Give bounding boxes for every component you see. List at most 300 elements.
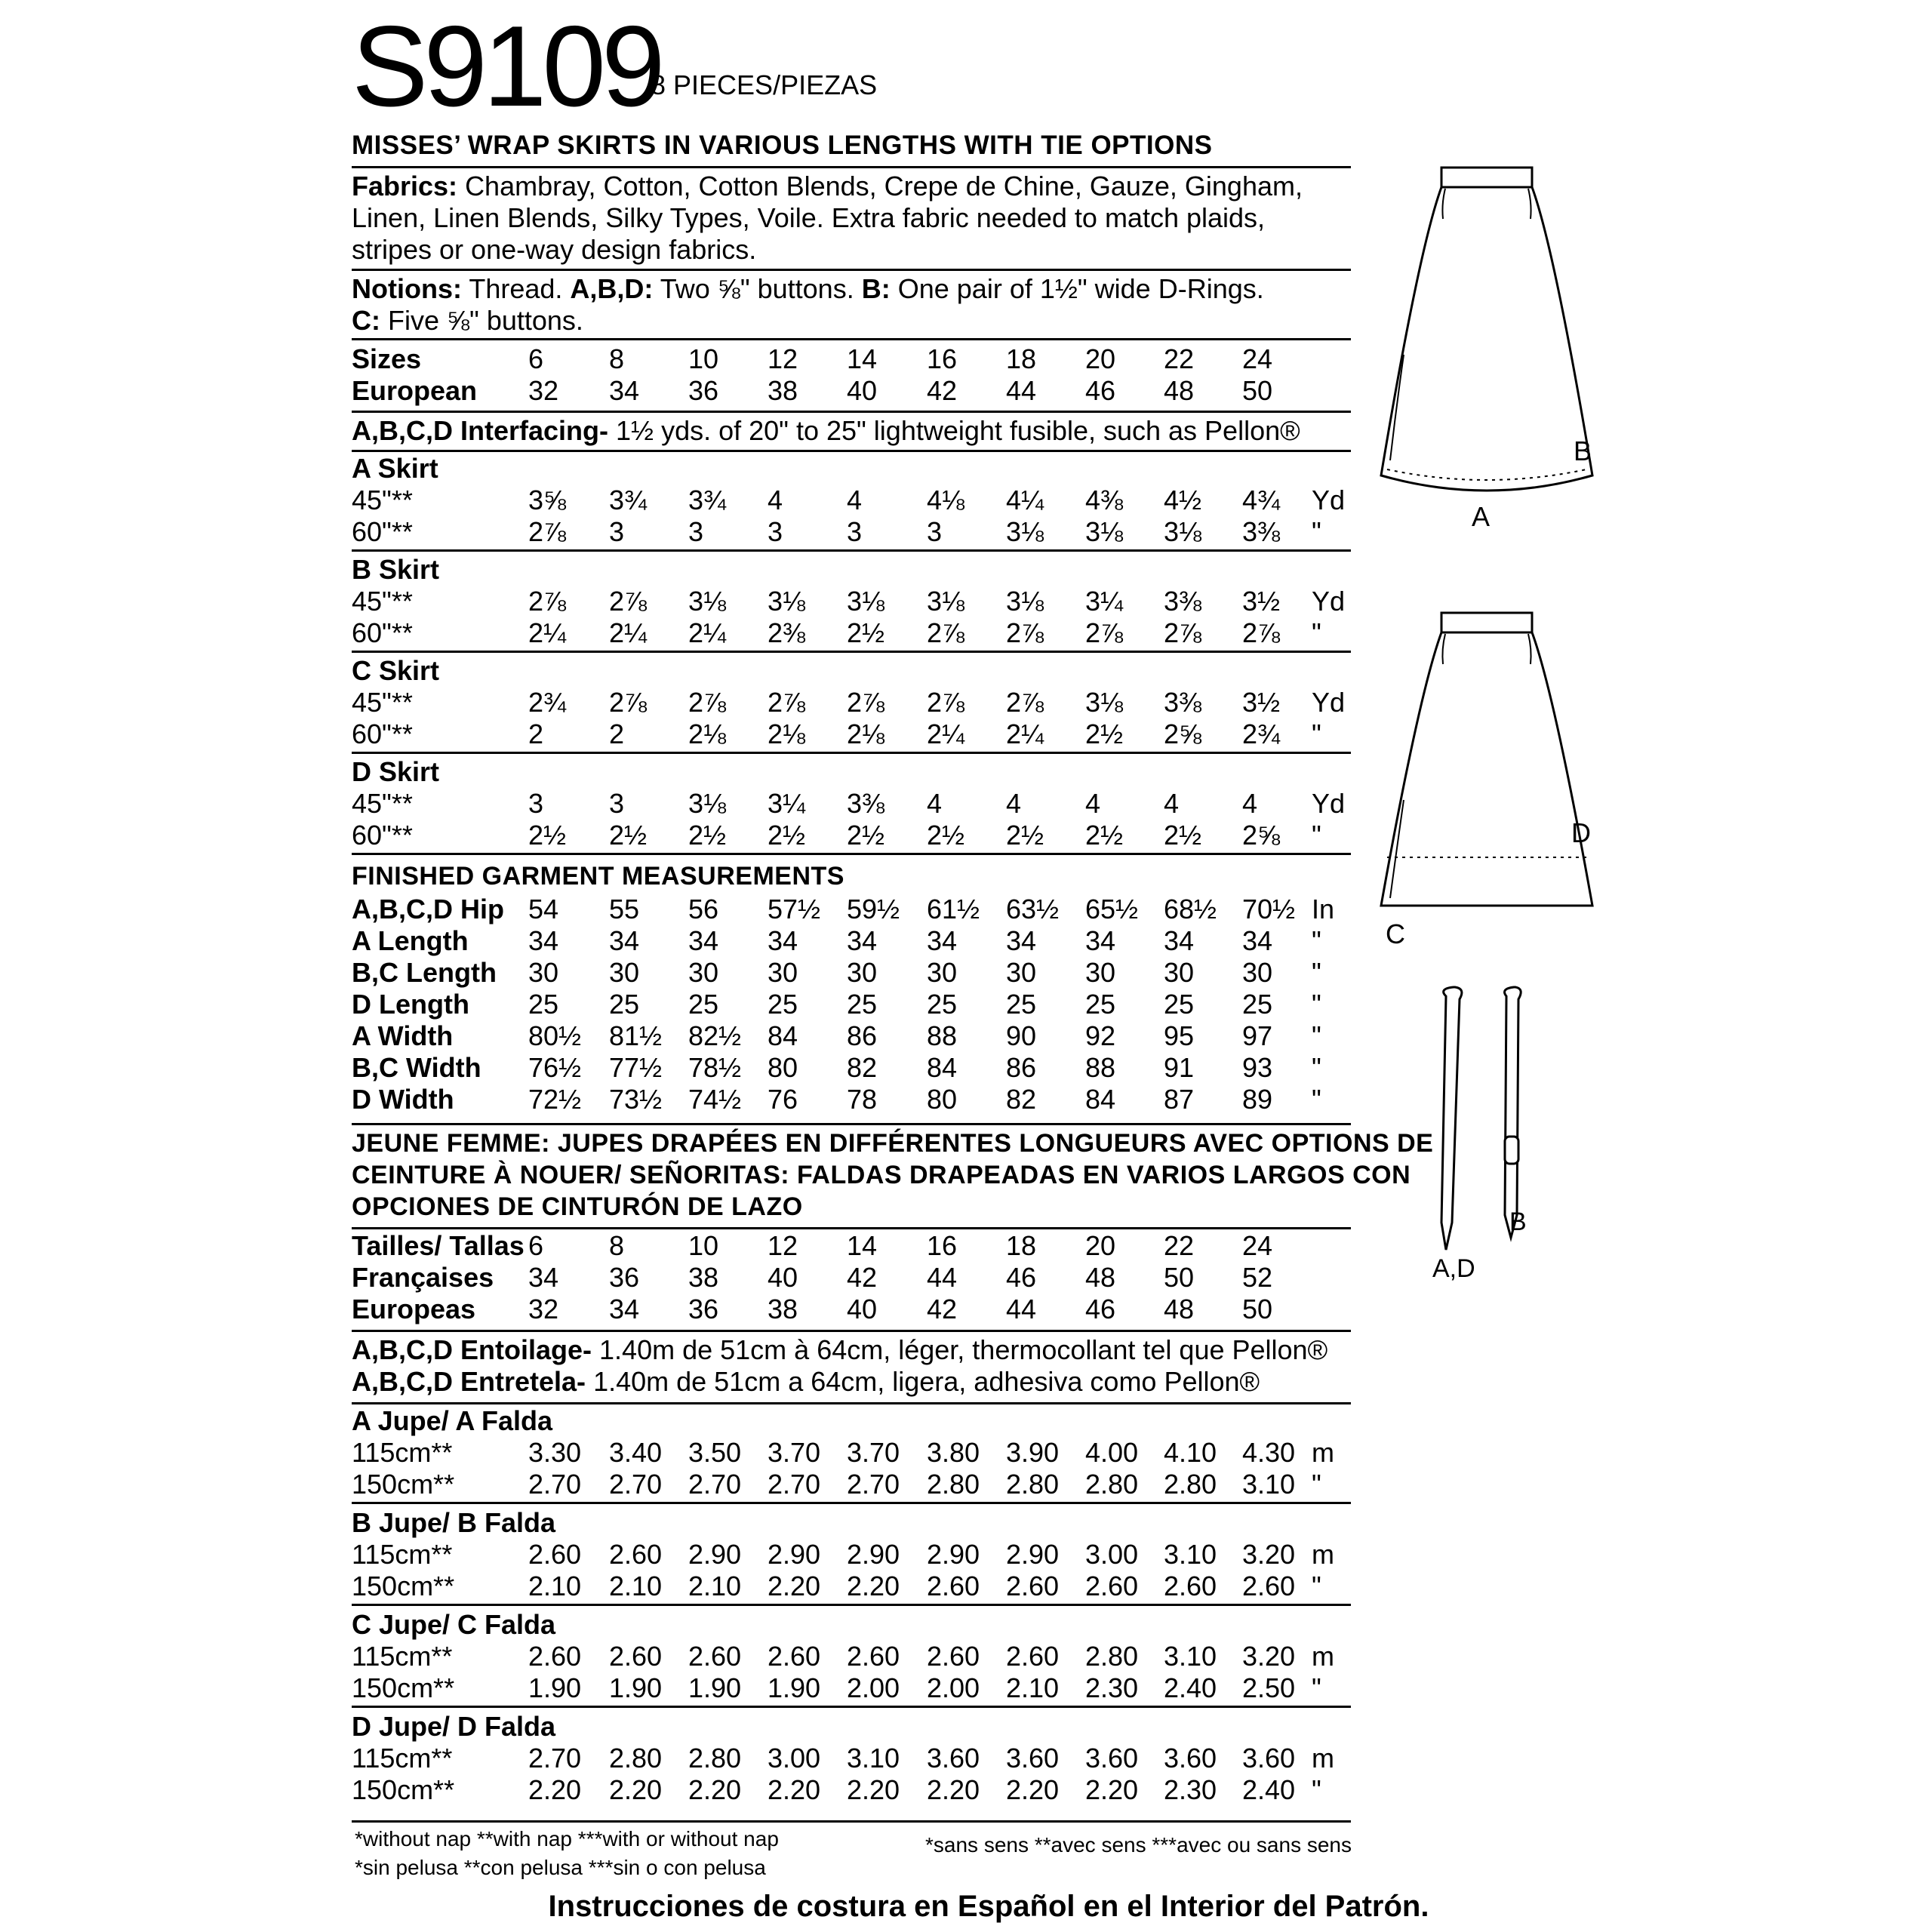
finished-measurements-table	[352, 894, 1351, 1115]
size-cell: 42	[927, 375, 958, 406]
row-label: D Width	[352, 1084, 454, 1115]
table-cell: 3.20	[1242, 1539, 1296, 1570]
table-cell: 34	[1006, 925, 1037, 956]
divider	[352, 269, 1351, 271]
table-cell: 59½	[847, 894, 900, 924]
table-cell: 3.60	[1164, 1743, 1217, 1774]
size-cell: 36	[688, 375, 719, 406]
table-cell: 2¼	[688, 617, 727, 648]
table-cell: 4	[1085, 788, 1101, 819]
table-cell: 2¾	[1242, 718, 1281, 749]
table-cell: 80	[768, 1052, 798, 1083]
table-cell: 46	[1006, 1262, 1037, 1293]
unit-cell: "	[1312, 1469, 1321, 1500]
footnote-french: *sans sens **avec sens ***avec ou sans sens	[925, 1833, 1352, 1857]
table-cell: 3.70	[768, 1437, 821, 1468]
table-cell: 2.00	[847, 1672, 900, 1703]
table-cell: 2.20	[847, 1774, 900, 1805]
table-cell: 3⅝	[528, 485, 567, 515]
row-label: B,C Length	[352, 957, 497, 988]
table-cell: 2⅞	[1006, 617, 1044, 648]
table-row	[352, 1262, 1351, 1294]
row-label: 115cm**	[352, 1743, 453, 1774]
table-cell: 2½	[1164, 820, 1202, 851]
table-row	[352, 989, 1351, 1020]
table-row	[352, 1672, 1351, 1704]
table-cell: 3⅛	[1164, 516, 1202, 547]
table-cell: 3.60	[1085, 1743, 1139, 1774]
table-cell: 2.90	[847, 1539, 900, 1570]
table-row	[352, 687, 1351, 718]
unit-cell: Yd	[1312, 788, 1346, 819]
unit-cell: "	[1312, 1672, 1321, 1703]
row-label: B,C Width	[352, 1052, 481, 1083]
table-cell: 2⅞	[1085, 617, 1124, 648]
table-cell: 2.60	[847, 1641, 900, 1672]
table-cell: 2.20	[768, 1774, 821, 1805]
table-cell: 25	[609, 989, 640, 1020]
unit-cell: Yd	[1312, 586, 1346, 617]
table-cell: 50	[1164, 1262, 1195, 1293]
metric-yardage-table	[352, 1405, 1351, 1813]
table-cell: 2¼	[609, 617, 648, 648]
row-label: 45"**	[352, 485, 413, 515]
table-cell: 3⅛	[927, 586, 965, 617]
table-cell: 78	[847, 1084, 878, 1115]
table-cell: 4	[1242, 788, 1258, 819]
table-cell: 20	[1085, 1230, 1116, 1261]
divider	[352, 338, 1351, 340]
table-cell: 65½	[1085, 894, 1139, 924]
interfacing-label: A,B,C,D Interfacing-	[352, 415, 609, 446]
row-label: 60"**	[352, 617, 413, 648]
table-cell: 25	[688, 989, 719, 1020]
skirt-illustration-a-b	[1374, 158, 1600, 536]
table-cell: 3.90	[1006, 1437, 1060, 1468]
size-cell: 8	[609, 343, 625, 374]
row-label: 45"**	[352, 687, 413, 718]
notions-c-label: C:	[352, 305, 380, 336]
table-row	[352, 1571, 1351, 1602]
table-cell: 2.70	[528, 1469, 582, 1500]
table-cell: 2⅞	[609, 687, 648, 718]
entoilage-label: A,B,C,D Entoilage-	[352, 1334, 592, 1365]
table-cell: 97	[1242, 1020, 1273, 1051]
table-cell: 3⅛	[1006, 516, 1044, 547]
section-title: B Jupe/ B Falda	[352, 1507, 556, 1538]
table-cell: 2½	[1085, 820, 1124, 851]
table-cell: 40	[847, 1294, 878, 1324]
entoilage-text: 1.40m de 51cm à 64cm, léger, thermocollant tel que Pellon®	[599, 1334, 1328, 1365]
table-cell: 2.60	[688, 1641, 742, 1672]
table-cell: 3	[768, 516, 783, 547]
table-row	[352, 1539, 1351, 1571]
foreign-title-line2: CEINTURE À NOUER/ SEÑORITAS: FALDAS DRAPEADAS EN VARIOS LARGOS CON	[352, 1161, 1411, 1189]
pieces-count: 8 PIECES/PIEZAS	[651, 69, 878, 100]
table-cell: 14	[847, 1230, 878, 1261]
table-cell: 30	[609, 957, 640, 988]
size-cell: 22	[1164, 343, 1195, 374]
table-cell: 2½	[609, 820, 648, 851]
unit-cell: "	[1312, 718, 1321, 749]
divider	[352, 1706, 1351, 1708]
unit-cell: "	[1312, 1774, 1321, 1805]
table-cell: 2.50	[1242, 1672, 1296, 1703]
table-cell: 3⅛	[847, 586, 885, 617]
table-cell: 44	[1006, 1294, 1037, 1324]
table-cell: 30	[768, 957, 798, 988]
size-cell: 50	[1242, 375, 1273, 406]
table-cell: 91	[1164, 1052, 1195, 1083]
table-cell: 4.30	[1242, 1437, 1296, 1468]
table-cell: 2.60	[768, 1641, 821, 1672]
table-cell: 1.90	[768, 1672, 821, 1703]
table-cell: 56	[688, 894, 719, 924]
spanish-instructions-note: Instrucciones de costura en Español en el Interior del Patrón.	[548, 1890, 1429, 1923]
table-cell: 3	[688, 516, 704, 547]
table-cell: 3¼	[1085, 586, 1124, 617]
table-cell: 25	[768, 989, 798, 1020]
table-cell: 3.30	[528, 1437, 582, 1468]
table-row	[352, 485, 1351, 516]
table-cell: 2.60	[1006, 1571, 1060, 1601]
table-cell: 2.90	[688, 1539, 742, 1570]
table-cell: 25	[1242, 989, 1273, 1020]
size-cell: 48	[1164, 375, 1195, 406]
notions-thread: Thread.	[469, 273, 563, 304]
table-cell: 2.80	[609, 1743, 663, 1774]
table-cell: 48	[1164, 1294, 1195, 1324]
unit-cell: "	[1312, 1020, 1321, 1051]
table-row	[352, 1469, 1351, 1500]
table-cell: 2.60	[609, 1539, 663, 1570]
table-cell: 57½	[768, 894, 821, 924]
table-cell: 36	[688, 1294, 719, 1324]
table-cell: 95	[1164, 1020, 1195, 1051]
table-row	[352, 617, 1351, 649]
table-cell: 30	[847, 957, 878, 988]
table-cell: 3½	[1242, 586, 1281, 617]
footnote-spanish: *sin pelusa **con pelusa ***sin o con pelusa	[355, 1856, 766, 1879]
table-cell: 30	[927, 957, 958, 988]
skirt-label-c: C	[1386, 918, 1405, 949]
table-cell: 34	[688, 925, 719, 956]
table-cell: 2⅛	[688, 718, 727, 749]
table-cell: 4	[768, 485, 783, 515]
row-label: 45"**	[352, 788, 413, 819]
fabrics-label: Fabrics:	[352, 171, 458, 202]
table-cell: 87	[1164, 1084, 1195, 1115]
table-cell: 6	[528, 1230, 544, 1261]
row-label: Tailles/ Tallas	[352, 1230, 525, 1261]
divider	[352, 853, 1351, 855]
row-label: A Length	[352, 925, 469, 956]
unit-cell: "	[1312, 1084, 1321, 1115]
table-cell: 2.00	[927, 1672, 980, 1703]
table-row	[352, 788, 1351, 820]
row-label: 150cm**	[352, 1469, 455, 1500]
entretela-text: 1.40m de 51cm a 64cm, ligera, adhesiva como Pellon®	[593, 1366, 1260, 1397]
foreign-title-line1: JEUNE FEMME: JUPES DRAPÉES EN DIFFÉRENTES LONGUEURS AVEC OPTIONS DE	[352, 1129, 1434, 1158]
table-cell: 46	[1085, 1294, 1116, 1324]
table-cell: 2½	[1085, 718, 1124, 749]
table-cell: 2.20	[847, 1571, 900, 1601]
table-cell: 72½	[528, 1084, 582, 1115]
row-label: 115cm**	[352, 1641, 453, 1672]
table-cell: 36	[609, 1262, 640, 1293]
table-cell: 34	[768, 925, 798, 956]
entretela-section	[352, 1366, 1351, 1398]
table-cell: 34	[609, 925, 640, 956]
table-cell: 2.80	[1085, 1641, 1139, 1672]
table-cell: 2.10	[609, 1571, 663, 1601]
table-cell: 38	[768, 1294, 798, 1324]
table-cell: 2⅞	[768, 687, 806, 718]
table-cell: 2.20	[688, 1774, 742, 1805]
table-cell: 18	[1006, 1230, 1037, 1261]
table-cell: 34	[847, 925, 878, 956]
divider	[352, 166, 1351, 168]
table-cell: 40	[768, 1262, 798, 1293]
size-cell: 20	[1085, 343, 1116, 374]
table-cell: 22	[1164, 1230, 1195, 1261]
table-cell: 77½	[609, 1052, 663, 1083]
table-cell: 2¾	[528, 687, 567, 718]
tie-label-b: B	[1509, 1208, 1527, 1236]
divider	[352, 1330, 1351, 1332]
table-cell: 2¼	[528, 617, 567, 648]
table-cell: 30	[1006, 957, 1037, 988]
unit-cell: m	[1312, 1743, 1334, 1774]
table-cell: 2.20	[1006, 1774, 1060, 1805]
table-row	[352, 1641, 1351, 1672]
table-cell: 30	[688, 957, 719, 988]
table-row	[352, 1052, 1351, 1084]
table-cell: 3.10	[847, 1743, 900, 1774]
interfacing-section	[352, 415, 1351, 447]
table-cell: 25	[1164, 989, 1195, 1020]
table-cell: 3⅛	[1085, 516, 1124, 547]
table-cell: 2.20	[927, 1774, 980, 1805]
table-cell: 74½	[688, 1084, 742, 1115]
row-label: 60"**	[352, 820, 413, 851]
table-cell: 2.60	[1242, 1571, 1296, 1601]
table-cell: 44	[927, 1262, 958, 1293]
table-cell: 34	[528, 1262, 559, 1293]
unit-cell: "	[1312, 820, 1321, 851]
table-cell: 3	[609, 516, 625, 547]
divider	[352, 1402, 1351, 1404]
table-cell: 86	[1006, 1052, 1037, 1083]
foreign-title-line3: OPCIONES DE CINTURÓN DE LAZO	[352, 1192, 803, 1221]
table-cell: 3.00	[1085, 1539, 1139, 1570]
table-cell: 25	[528, 989, 559, 1020]
table-cell: 30	[1164, 957, 1195, 988]
table-cell: 2⅝	[1242, 820, 1281, 851]
unit-cell: "	[1312, 989, 1321, 1020]
unit-cell: "	[1312, 1052, 1321, 1083]
table-cell: 84	[927, 1052, 958, 1083]
table-cell: 2	[609, 718, 625, 749]
table-cell: 2½	[847, 617, 885, 648]
size-cell: 24	[1242, 343, 1273, 374]
table-cell: 2⅞	[1006, 687, 1044, 718]
table-cell: 81½	[609, 1020, 663, 1051]
table-cell: 2.30	[1164, 1774, 1217, 1805]
table-cell: 4	[847, 485, 863, 515]
table-cell: 55	[609, 894, 640, 924]
row-label: 115cm**	[352, 1539, 453, 1570]
table-cell: 2.60	[1006, 1641, 1060, 1672]
size-cell: 12	[768, 343, 798, 374]
table-cell: 3.10	[1164, 1539, 1217, 1570]
table-cell: 30	[528, 957, 559, 988]
row-label: Europeas	[352, 1294, 476, 1324]
table-cell: 3	[847, 516, 863, 547]
table-cell: 8	[609, 1230, 625, 1261]
divider	[352, 651, 1351, 653]
table-cell: 2½	[847, 820, 885, 851]
section-title: B Skirt	[352, 554, 440, 585]
table-cell: 3⅛	[1006, 586, 1044, 617]
table-cell: 4.10	[1164, 1437, 1217, 1468]
unit-cell: "	[1312, 957, 1321, 988]
table-cell: 4⅜	[1085, 485, 1124, 515]
table-cell: 2.70	[609, 1469, 663, 1500]
table-cell: 34	[528, 925, 559, 956]
table-cell: 3.60	[1006, 1743, 1060, 1774]
skirt-label-a: A	[1472, 501, 1491, 532]
european-row	[352, 375, 1351, 407]
table-cell: 2.10	[1006, 1672, 1060, 1703]
table-cell: 86	[847, 1020, 878, 1051]
notions-b-text: One pair of 1½" wide D-Rings.	[897, 273, 1264, 304]
table-cell: 2⅝	[1164, 718, 1202, 749]
table-cell: 16	[927, 1230, 958, 1261]
table-cell: 84	[768, 1020, 798, 1051]
table-cell: 2⅛	[768, 718, 806, 749]
divider	[352, 1227, 1351, 1229]
table-cell: 2.90	[1006, 1539, 1060, 1570]
row-label: 150cm**	[352, 1672, 455, 1703]
entretela-label: A,B,C,D Entretela-	[352, 1366, 586, 1397]
row-label: 60"**	[352, 718, 413, 749]
table-cell: 3¼	[768, 788, 806, 819]
table-cell: 93	[1242, 1052, 1273, 1083]
table-cell: 34	[927, 925, 958, 956]
section-title: A Skirt	[352, 453, 438, 484]
row-label: 60"**	[352, 516, 413, 547]
table-cell: 4⅛	[927, 485, 965, 515]
table-cell: 3.70	[847, 1437, 900, 1468]
table-cell: 2.90	[927, 1539, 980, 1570]
table-cell: 3½	[1242, 687, 1281, 718]
unit-cell: m	[1312, 1539, 1334, 1570]
table-cell: 25	[927, 989, 958, 1020]
table-cell: 2.60	[528, 1641, 582, 1672]
size-cell: 32	[528, 375, 559, 406]
skirt-label-b: B	[1574, 435, 1592, 466]
table-cell: 2⅛	[847, 718, 885, 749]
table-cell: 3⅜	[1164, 687, 1202, 718]
table-cell: 4	[927, 788, 943, 819]
fabrics-section	[352, 171, 1348, 266]
table-cell: 88	[1085, 1052, 1116, 1083]
row-label: 115cm**	[352, 1437, 453, 1468]
table-cell: 2.80	[1164, 1469, 1217, 1500]
table-cell: 80	[927, 1084, 958, 1115]
table-cell: 3⅛	[768, 586, 806, 617]
table-cell: 82	[847, 1052, 878, 1083]
table-cell: 2⅞	[609, 586, 648, 617]
table-row	[352, 894, 1351, 925]
table-cell: 2.70	[528, 1743, 582, 1774]
table-cell: 89	[1242, 1084, 1273, 1115]
finished-title: FINISHED GARMENT MEASUREMENTS	[352, 862, 844, 891]
table-cell: 3.00	[768, 1743, 821, 1774]
table-cell: 25	[1085, 989, 1116, 1020]
row-label: A Width	[352, 1020, 454, 1051]
table-cell: 1.90	[609, 1672, 663, 1703]
pattern-number: S9109	[352, 2, 661, 131]
table-cell: 54	[528, 894, 559, 924]
table-cell: 2.20	[528, 1774, 582, 1805]
table-cell: 4	[1006, 788, 1022, 819]
table-cell: 2½	[927, 820, 965, 851]
divider	[352, 752, 1351, 754]
table-cell: 2.20	[1085, 1774, 1139, 1805]
table-cell: 3⅜	[847, 788, 885, 819]
table-cell: 73½	[609, 1084, 663, 1115]
size-cell: 6	[528, 343, 544, 374]
european-label: European	[352, 375, 478, 406]
table-cell: 2⅞	[688, 687, 727, 718]
table-cell: 2.10	[688, 1571, 742, 1601]
entoilage-section	[352, 1334, 1351, 1366]
table-cell: 34	[1085, 925, 1116, 956]
table-cell: 3¾	[688, 485, 727, 515]
size-cell: 44	[1006, 375, 1037, 406]
divider	[352, 1123, 1351, 1125]
table-cell: 2½	[768, 820, 806, 851]
table-cell: 3.80	[927, 1437, 980, 1468]
table-cell: 2.80	[688, 1743, 742, 1774]
table-cell: 2.90	[768, 1539, 821, 1570]
table-cell: 2.60	[1164, 1571, 1217, 1601]
table-cell: 3⅛	[688, 788, 727, 819]
size-cell: 18	[1006, 343, 1037, 374]
unit-cell: "	[1312, 516, 1321, 547]
table-cell: 50	[1242, 1294, 1273, 1324]
size-cell: 46	[1085, 375, 1116, 406]
table-cell: 2.60	[1085, 1571, 1139, 1601]
fabrics-text: Chambray, Cotton, Cotton Blends, Crepe de Chine, Gauze, Gingham, Linen, Linen Blends, Silky Types, Voile. Extra fabric needed to match plaids, stripes or one-way design fabrics.	[352, 171, 1303, 265]
section-title: C Skirt	[352, 655, 440, 686]
table-cell: 4¾	[1242, 485, 1281, 515]
notions-label: Notions:	[352, 273, 462, 304]
table-cell: 90	[1006, 1020, 1037, 1051]
table-cell: 2.60	[528, 1539, 582, 1570]
divider	[352, 1502, 1351, 1504]
row-label: 150cm**	[352, 1774, 455, 1805]
table-cell: 70½	[1242, 894, 1296, 924]
table-row	[352, 1294, 1351, 1325]
table-cell: 3.20	[1242, 1641, 1296, 1672]
table-cell: 82½	[688, 1020, 742, 1051]
table-cell: 2.80	[1006, 1469, 1060, 1500]
table-cell: 2⅞	[847, 687, 885, 718]
table-cell: 2.10	[528, 1571, 582, 1601]
